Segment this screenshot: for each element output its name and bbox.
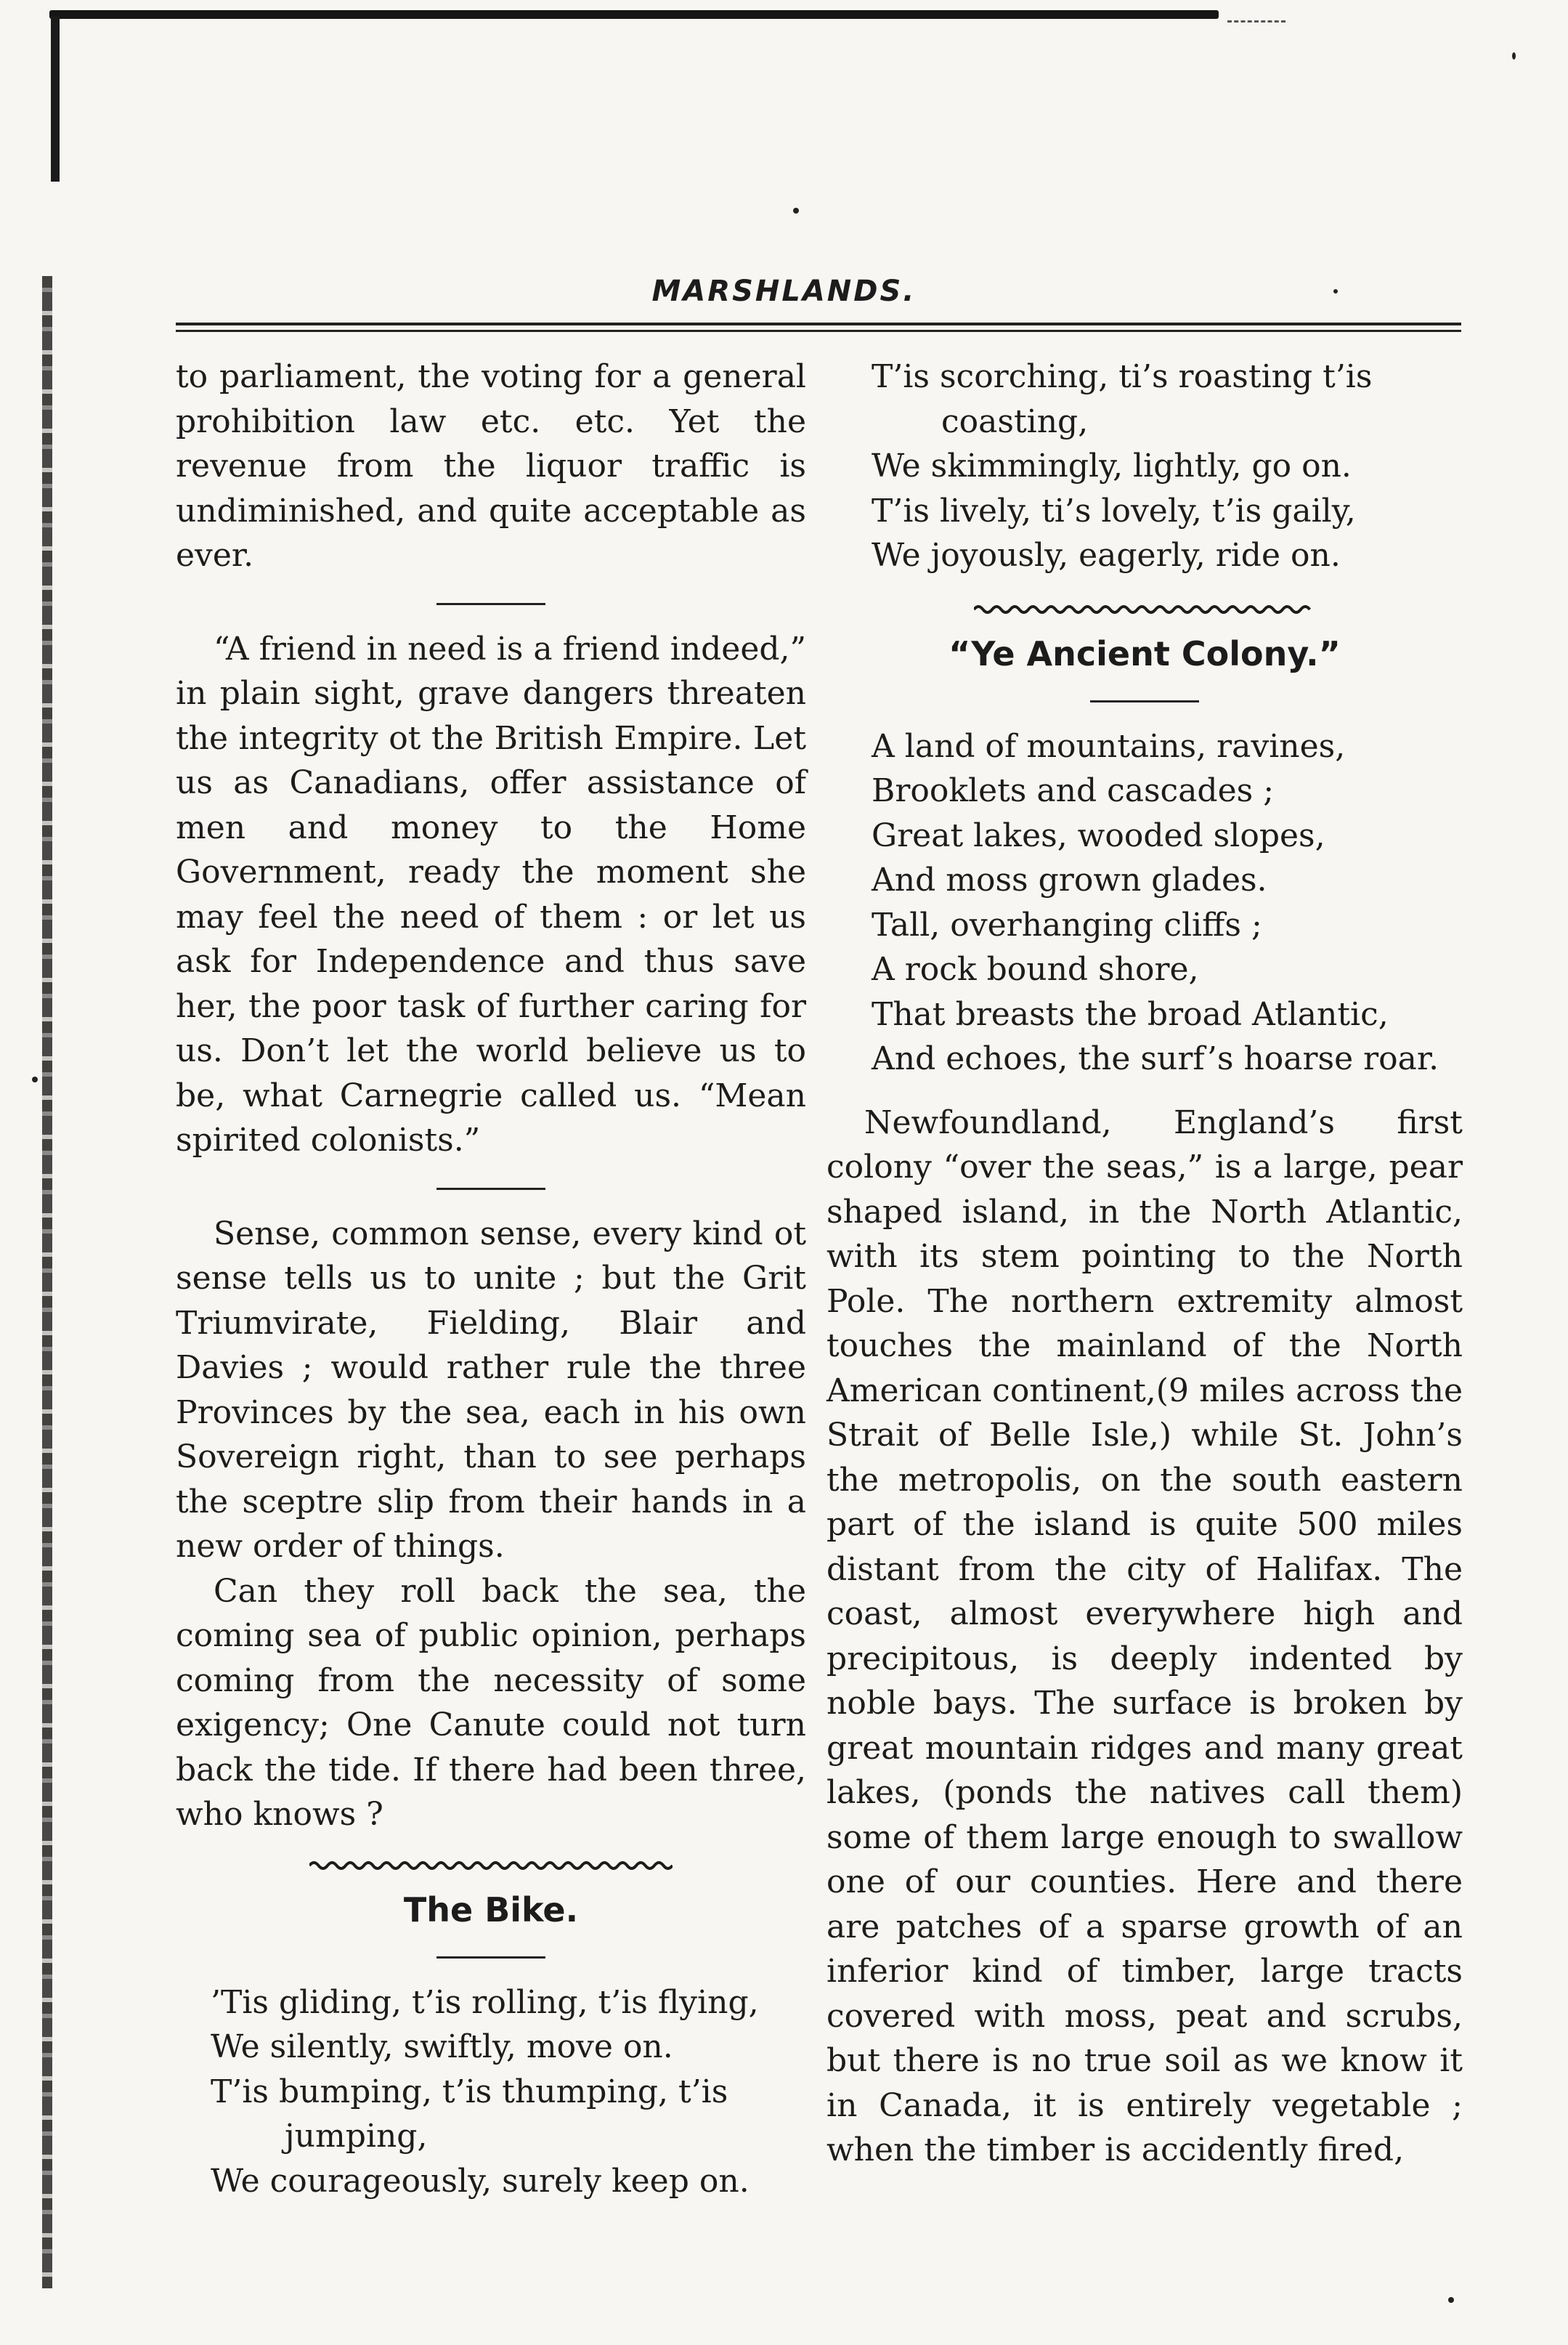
left-column (176, 355, 806, 2203)
wavy-ornament-divider (974, 603, 1315, 616)
poem-line: Brooklets and cascades ; (872, 772, 1275, 809)
poem-line: coasting, (941, 402, 1089, 440)
poem-line: T’is lively, ti’s lovely, t’is gaily, (872, 492, 1356, 530)
colony-poem-heading: “Ye Ancient Colony.” (948, 633, 1341, 673)
bike-poem-continued (826, 355, 1463, 578)
poem-line: We joyously, eagerly, ride on. (872, 537, 1341, 574)
section-separator (1090, 700, 1199, 702)
page-header-title: MARSHLANDS. (651, 275, 917, 308)
left-border-bar (51, 16, 60, 182)
top-border-rule (49, 10, 1219, 19)
poem-line: That breasts the broad Atlantic, (872, 995, 1389, 1033)
colony-poem (826, 724, 1463, 1082)
poem-line: ’Tis gliding, t’is rolling, t’is flying, (211, 1983, 759, 2021)
poem-line: jumping, (285, 2118, 428, 2155)
left-paragraph-3: Sense, common sense, every kind ot sense tells us to unite ; but the Grit Triumvirate, Fielding, Blair and Davies ; would rather rule the three Provinces by the sea, each in his own Sovereign right, than to see perhaps the sceptre slip from their hands in a new order of things. (176, 1215, 806, 1565)
print-speck (32, 1077, 38, 1082)
print-speck (1512, 52, 1516, 60)
left-paragraph-1: to parliament, the voting for a general prohibition law etc. etc. Yet the revenue from the liquor traffic is undiminished, and quite acceptable as ever. (176, 358, 806, 574)
poem-line: A rock bound shore, (872, 951, 1199, 988)
poem-line: T’is bumping, t’is thumping, t’is (211, 2073, 728, 2110)
poem-line: And moss grown glades. (872, 862, 1267, 899)
print-speck (1448, 2297, 1454, 2303)
print-speck (793, 208, 799, 214)
wavy-ornament-divider (309, 1859, 673, 1872)
poem-line: And echoes, the surf’s hoarse roar. (872, 1040, 1439, 1077)
bike-poem (176, 1980, 806, 2204)
right-column (826, 355, 1463, 2173)
section-separator (436, 1188, 545, 1190)
right-paragraph-1: Newfoundland, England’s first colony “over the seas,” is a large, pear shaped island, in the North Atlantic, with its stem pointing to the North Pole. The northern extremity almost touches the mainland of the North American continent,(9 miles across the Strait of Belle Isle,) while St. John’s the metropolis, on the south eastern part of the island is quite 500 miles distant from the city of Halifax. The coast, almost everywhere high and precipitous, is deeply indented by noble bays. The surface is broken by great mountain ridges and many great lakes, (ponds the natives call them) some of them large enough to swallow one of our counties. Here and there are patches of a sparse growth of an inferior kind of timber, large tracts covered with moss, peat and scrubs, but there is no true soil as we know it in Canada, it is entirely vegetable ; when the timber is accidently fired, (826, 1103, 1463, 2168)
poem-line: We silently, swiftly, move on. (211, 2028, 673, 2065)
top-border-rule-tail (1227, 20, 1285, 25)
binding-edge-strip (42, 276, 52, 2288)
section-separator (436, 603, 545, 605)
poem-line: We skimmingly, lightly, go on. (872, 447, 1352, 485)
poem-line: We courageously, surely keep on. (211, 2162, 750, 2200)
poem-line: Tall, overhanging cliffs ; (872, 906, 1262, 944)
poem-line: A land of mountains, ravines, (872, 727, 1346, 765)
bike-poem-heading: The Bike. (403, 1890, 579, 1929)
section-separator (436, 1956, 545, 1959)
header-double-rule (176, 323, 1461, 332)
left-paragraph-2: “A friend in need is a friend indeed,” in plain sight, grave dangers threaten the integrity ot the British Empire. Let us as Canadians, offer assistance of men and money to the Home Government, ready the moment she may feel the need of them : or let us ask for Independence and thus save her, the poor task of further caring for us. Don’t let the world believe us to be, what Carnegrie called us. “Mean spirited colonists.” (176, 630, 806, 1159)
poem-line: T’is scorching, ti’s roasting t’is (872, 358, 1373, 395)
poem-line: Great lakes, wooded slopes, (872, 817, 1325, 854)
left-paragraph-4: Can they roll back the sea, the coming sea of public opinion, perhaps coming from the necessity of some exigency; One Canute could not turn back the tide. If there had been three, who knows ? (176, 1572, 806, 1833)
